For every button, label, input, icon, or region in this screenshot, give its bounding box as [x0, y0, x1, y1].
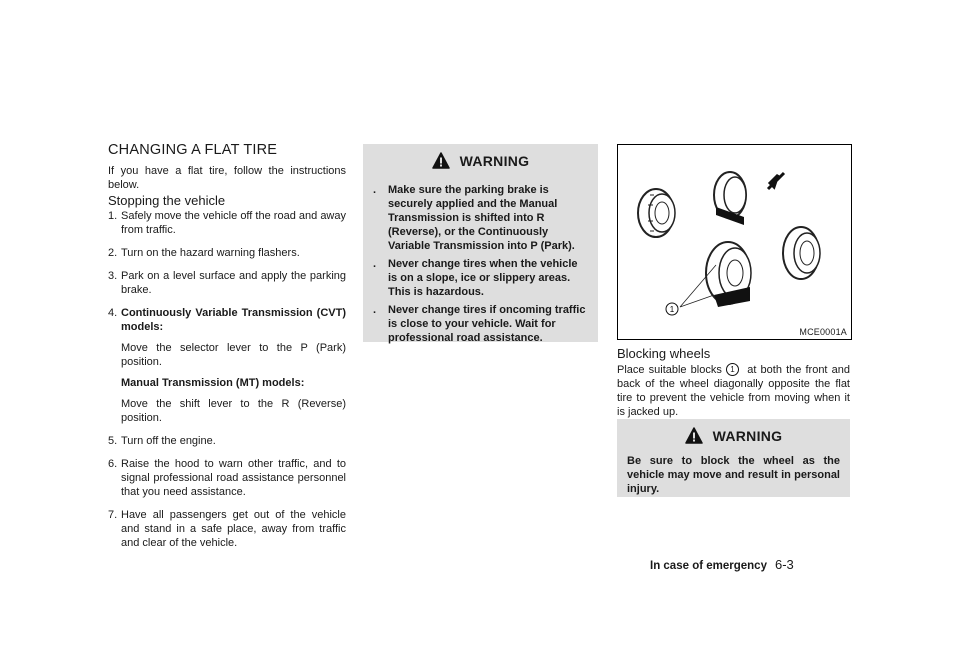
- step-number: 7.: [108, 509, 118, 521]
- step-text: Continuously Variable Transmission (CVT) models:: [121, 307, 346, 333]
- blocking-heading: Blocking wheels: [617, 346, 711, 361]
- figure-box: [617, 144, 852, 340]
- bullet: .: [373, 304, 377, 316]
- step-subtext: Move the shift lever to the R (Reverse) position.: [121, 398, 346, 424]
- callout-label: 1: [669, 305, 675, 314]
- bullet: .: [373, 258, 377, 270]
- warning-item-text: Never change tires if oncoming traffic is close to your vehicle. Wait for professional road assistance.: [388, 304, 586, 344]
- intro-text: If you have a flat tire, follow the instructions below.: [108, 165, 346, 191]
- steps-list: [108, 209, 346, 559]
- tire-icon: [714, 172, 746, 225]
- tire-icon: [783, 227, 820, 279]
- step-item: [108, 269, 346, 297]
- step-number: 5.: [108, 435, 118, 447]
- warning-title: WARNING: [459, 153, 530, 169]
- step-number: 6.: [108, 458, 118, 470]
- footer-section: In case of emergency: [650, 560, 767, 572]
- step-text: Turn on the hazard warning flashers.: [121, 247, 300, 259]
- callout-marker: 1: [726, 363, 739, 376]
- warning-header: [617, 427, 850, 444]
- step-text: Have all passengers get out of the vehicle and stand in a safe place, away from traffic and clear of the vehicle.: [121, 509, 346, 549]
- tire-icon: [706, 242, 751, 307]
- warning-box: [363, 144, 598, 342]
- step-text: Turn off the engine.: [121, 435, 216, 447]
- stopping-heading: Stopping the vehicle: [108, 193, 226, 208]
- page-number: 6-3: [774, 557, 794, 572]
- warning-triangle-icon: [432, 152, 450, 169]
- step-item: [108, 508, 346, 550]
- step-text: Park on a level surface and apply the parking brake.: [121, 270, 346, 296]
- blocking-text-before: Place suitable blocks: [617, 364, 722, 376]
- warning-item: [373, 257, 586, 299]
- step-item: [108, 306, 346, 425]
- step-text: Safely move the vehicle off the road and away from traffic.: [121, 210, 346, 236]
- step-item: [108, 434, 346, 448]
- step-item: [108, 457, 346, 499]
- step-item: [108, 246, 346, 260]
- section-title: CHANGING A FLAT TIRE: [108, 142, 278, 158]
- tire-icon: [638, 189, 675, 237]
- step-number: 2.: [108, 247, 118, 259]
- warning-text: Be sure to block the wheel as the vehicle may move and result in personal injury.: [627, 455, 840, 495]
- warning-header: [363, 152, 598, 169]
- wheel-blocks-illustration: [618, 145, 851, 325]
- step-number: 1.: [108, 210, 118, 222]
- step-subheading: Manual Transmission (MT) models:: [121, 377, 305, 389]
- blocking-text: [617, 363, 850, 419]
- step-number: 3.: [108, 270, 118, 282]
- bullet: .: [373, 184, 377, 196]
- warning-item: [373, 303, 586, 345]
- figure-caption: MCE0001A: [799, 327, 847, 337]
- warning-item-text: Make sure the parking brake is securely applied and the Manual Transmission is shifted into R (Reverse), or the Continuously Variable Transmission into P (Park).: [388, 184, 575, 252]
- step-item: [108, 209, 346, 237]
- warning-item: [373, 183, 586, 253]
- arrow-icon: [768, 173, 784, 189]
- warning-list: [373, 183, 586, 345]
- warning-box-2: [617, 419, 850, 497]
- blocking-text-after: at both the front and back of the wheel diagonally opposite the flat tire to prevent the vehicle from moving when it is jacked up.: [617, 364, 850, 418]
- warning-triangle-icon: [685, 427, 703, 444]
- step-subtext: Move the selector lever to the P (Park) position.: [121, 342, 346, 368]
- warning-item-text: Never change tires when the vehicle is on a slope, ice or slippery areas. This is hazardous.: [388, 258, 578, 298]
- warning-title: WARNING: [712, 428, 783, 444]
- page-footer: [650, 557, 794, 572]
- step-number: 4.: [108, 307, 118, 319]
- step-text: Raise the hood to warn other traffic, and to signal professional road assistance personnel that you need assistance.: [121, 458, 346, 498]
